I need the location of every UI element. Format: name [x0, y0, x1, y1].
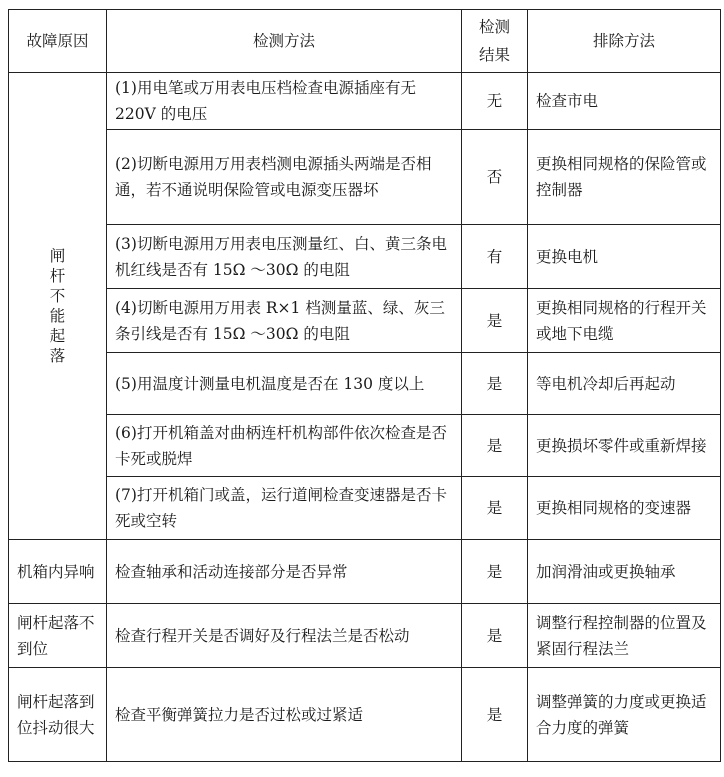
header-fix: 排除方法 [528, 10, 721, 73]
result-cell: 有 [462, 225, 528, 289]
fix-cell: 更换相同规格的保险管或控制器 [528, 130, 721, 225]
table-row [9, 604, 721, 668]
cause-cell: 机箱内异响 [9, 540, 107, 604]
table-row [9, 415, 721, 477]
header-method: 检测方法 [107, 10, 462, 73]
table-row [9, 225, 721, 289]
cause-cell [9, 73, 107, 540]
method-cell: (6)打开机箱盖对曲柄连杆机构部件依次检查是否卡死或脱焊 [107, 415, 462, 477]
fix-cell: 等电机冷却后再起动 [528, 353, 721, 415]
table-row [9, 289, 721, 353]
table-row [9, 540, 721, 604]
table-row [9, 73, 721, 130]
header-cause: 故障原因 [9, 10, 107, 73]
fix-cell: 检查市电 [528, 73, 721, 130]
cause-cell: 闸杆起落到位抖动很大 [9, 668, 107, 762]
result-cell: 是 [462, 415, 528, 477]
fix-cell: 更换相同规格的行程开关或地下电缆 [528, 289, 721, 353]
method-cell: 检查平衡弹簧拉力是否过松或过紧适 [107, 668, 462, 762]
fix-cell: 更换电机 [528, 225, 721, 289]
table-row [9, 477, 721, 540]
method-cell: (2)切断电源用万用表档测电源插头两端是否相通，若不通说明保险管或电源变压器坏 [107, 130, 462, 225]
header-result: 检测结果 [462, 10, 528, 73]
result-cell: 是 [462, 604, 528, 668]
result-cell: 是 [462, 540, 528, 604]
fix-cell: 调整弹簧的力度或更换适合力度的弹簧 [528, 668, 721, 762]
fix-cell: 更换相同规格的变速器 [528, 477, 721, 540]
result-cell: 是 [462, 353, 528, 415]
method-cell: (4)切断电源用万用表 R×1 档测量蓝、绿、灰三条引线是否有 15Ω ～30Ω 的电阻 [107, 289, 462, 353]
result-cell: 是 [462, 668, 528, 762]
fix-cell: 加润滑油或更换轴承 [528, 540, 721, 604]
header-row [9, 10, 721, 73]
cause-cell: 闸杆起落不到位 [9, 604, 107, 668]
table-row [9, 668, 721, 762]
method-cell: (3)切断电源用万用表电压测量红、白、黄三条电机红线是否有 15Ω ～30Ω 的电阻 [107, 225, 462, 289]
method-cell: 检查轴承和活动连接部分是否异常 [107, 540, 462, 604]
method-cell: (1)用电笔或万用表电压档检查电源插座有无 220V 的电压 [107, 73, 462, 130]
result-cell: 否 [462, 130, 528, 225]
cause-text: 闸杆不能起落 [49, 247, 66, 365]
method-cell: 检查行程开关是否调好及行程法兰是否松动 [107, 604, 462, 668]
table-row [9, 353, 721, 415]
result-cell: 是 [462, 289, 528, 353]
fix-cell: 更换损坏零件或重新焊接 [528, 415, 721, 477]
result-cell: 无 [462, 73, 528, 130]
table-row [9, 130, 721, 225]
fault-table [8, 9, 721, 762]
method-cell: (5)用温度计测量电机温度是否在 130 度以上 [107, 353, 462, 415]
result-cell: 是 [462, 477, 528, 540]
fix-cell: 调整行程控制器的位置及紧固行程法兰 [528, 604, 721, 668]
method-cell: (7)打开机箱门或盖，运行道闸检查变速器是否卡死或空转 [107, 477, 462, 540]
